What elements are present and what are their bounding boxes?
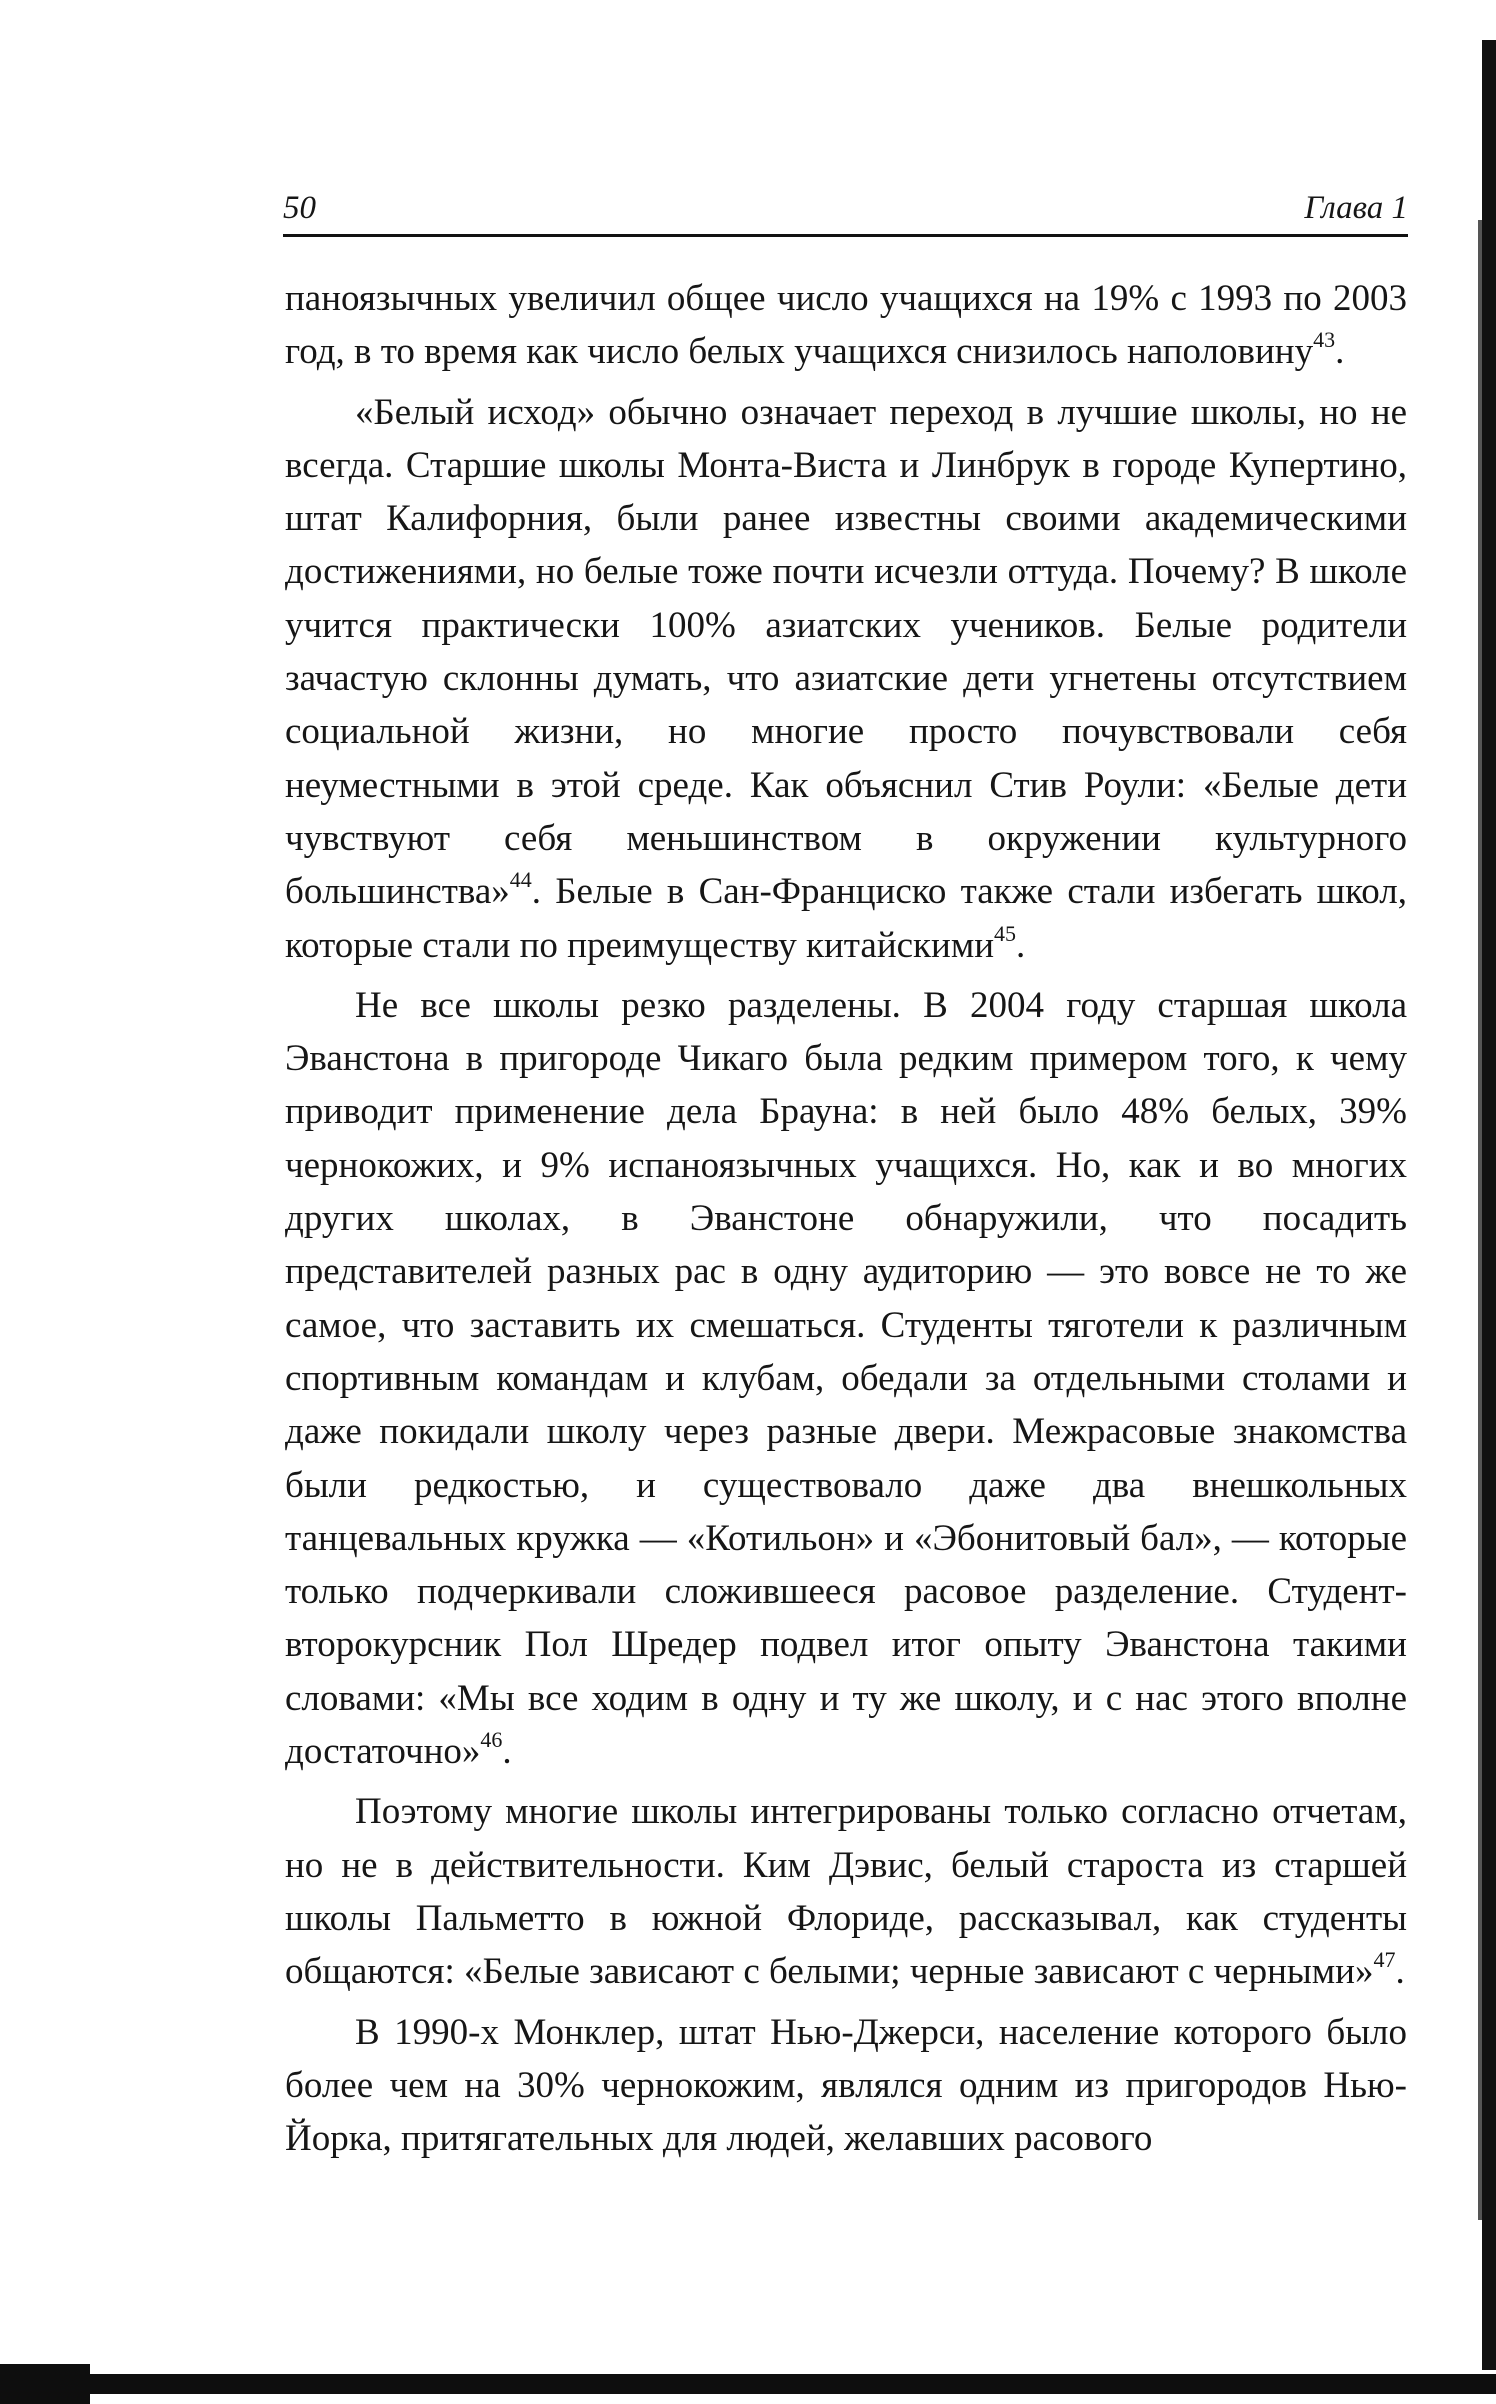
text-run: паноязычных увеличил общее число учащихся на 19% с 1993 по 2003 год, в то время как число белых учащихся снизилось наполовину (285, 278, 1407, 373)
footnote-ref: 47 (1373, 1947, 1396, 1973)
header-rule (283, 234, 1408, 237)
paragraph (285, 1785, 1407, 1998)
running-head (283, 184, 1408, 236)
footnote-ref: 43 (1313, 327, 1336, 353)
text-run: . Белые в Сан-Франциско также стали избегать школ, которые стали по преимуществу китайскими (285, 871, 1407, 966)
text-run: . (502, 1731, 512, 1773)
footnote-ref: 44 (509, 867, 532, 893)
paragraph (285, 272, 1407, 379)
scan-edge-bottom (0, 2374, 1496, 2394)
chapter-title: Глава 1 (1304, 190, 1408, 226)
paragraph (285, 2006, 1407, 2166)
paragraph (285, 386, 1407, 972)
body-text (285, 272, 1407, 2172)
page-number: 50 (283, 190, 316, 226)
text-run: . (1395, 1951, 1405, 1993)
paragraph (285, 979, 1407, 1778)
scan-edge-right (1482, 40, 1496, 2370)
footnote-ref: 45 (994, 920, 1017, 946)
text-run: Поэтому многие школы интегрированы только согласно отчетам, но не в действительности. Ким Дэвис, белый староста из старшей школы Пальметто в южной Флориде, рассказывал, как студенты общаются: «Белые зависают с белыми; черные зависают с черными» (285, 1791, 1407, 1993)
footnote-ref: 46 (480, 1727, 503, 1753)
text-run: . (1335, 331, 1345, 373)
text-run: . (1016, 924, 1026, 966)
text-run: Не все школы резко разделены. В 2004 году старшая школа Эванстона в пригороде Чикаго была редким примером того, к чему приводит применение дела Брауна: в ней было 48% белых, 39% чернокожих, и 9% испаноязычных учащихся. Но, как и во многих других школах, в Эванстоне обнаружили, что посадить представителей разных рас в одну аудиторию — это вовсе не то же самое, что заставить их смешаться. Студенты тяготели к различным спортивным командам и клубам, обедали за отдельными столами и даже покидали школу через разные двери. Межрасовые знакомства были редкостью, и существовало даже два внешкольных танцевальных кружка — «Котильон» и «Эбонитовый бал», — которые только подчеркивали сложившееся расовое разделение. Студент-второкурсник Пол Шредер подвел итог опыту Эванстона такими словами: «Мы все ходим в одну и ту же школу, и с нас этого вполне достаточно» (285, 984, 1407, 1773)
scan-edge-shadow (1478, 220, 1482, 2220)
scan-edge-corner (0, 2364, 90, 2404)
text-run: В 1990-х Монклер, штат Нью-Джерси, население которого было более чем на 30% чернокожим, являлся одним из пригородов Нью-Йорка, притягательных для людей, желавших расового (285, 2011, 1407, 2160)
text-run: «Белый исход» обычно означает переход в лучшие школы, но не всегда. Старшие школы Монта-Виста и Линбрук в городе Купертино, штат Калифорния, были ранее известны своими академическими достижениями, но белые тоже почти исчезли оттуда. Почему? В школе учится практически 100% азиатских учеников. Белые родители зачастую склонны думать, что азиатские дети угнетены отсутствием социальной жизни, но многие просто почувствовали себя неуместными в этой среде. Как объяснил Стив Роули: «Белые дети чувствуют себя меньшинством в окружении культурного большинства» (285, 391, 1407, 913)
